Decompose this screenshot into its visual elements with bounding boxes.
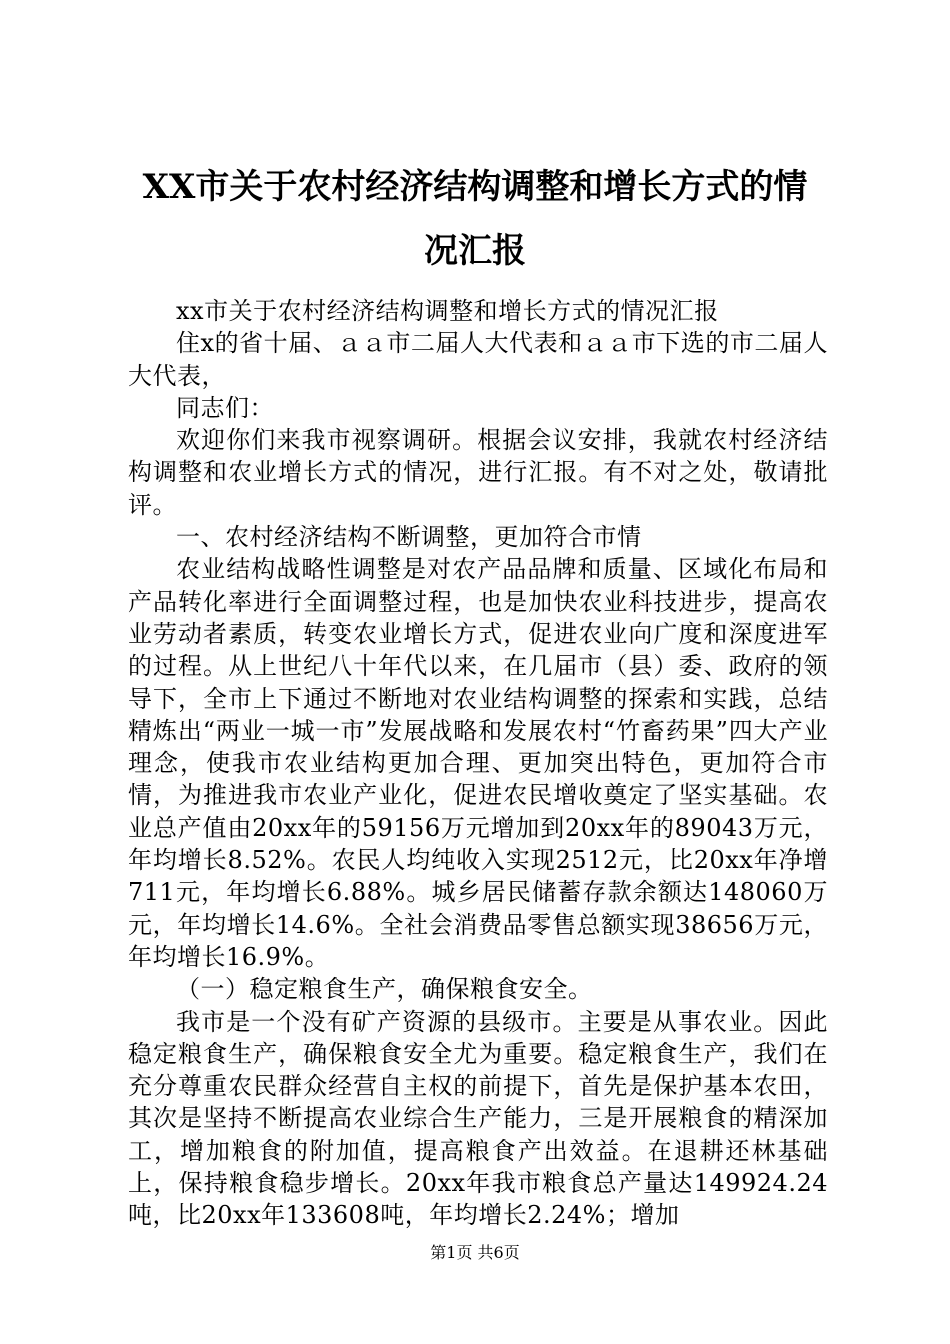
paragraph-addressee: 住x的省十届、ａａ市二届人大代表和ａａ市下选的市二届人大代表， (128, 329, 828, 390)
section-heading-1: 一、农村经济结构不断调整，更加符合市情 (176, 523, 642, 552)
subsection-heading-1: （一）稳定粮食生产，确保粮食安全。 (176, 975, 593, 1004)
paragraph-structure-adjustment: 农业结构战略性调整是对农产品品牌和质量、区域化布局和产品转化率进行全面调整过程，也是加快农业科技进步，提高农业劳动者素质，转变农业增长方式，促进农业向广度和深度进军的过程。从上世纪八十年代以来，在几届市（县）委、政府的领导下，全市上下通过不断地对农业结构调整的探索和实践，总结精炼出“两业一城一市”发展战略和发展农村“竹畜药果”四大产业理念，使我市农业结构更加合理、更加突出特色，更加符合市情，为推进我市农业产业化，促进农民增收奠定了坚实基础。农业总产值由20xx年的59156万元增加到20xx年的89043万元，年均增长8.52%。农民人均纯收入实现2512元，比20xx年净增711元，年均增长6.88%。城乡居民储蓄存款余额达148060万元，年均增长14.6%。全社会消费品零售总额实现38656万元，年均增长16.9%。 (128, 555, 828, 971)
paragraph-salutation: 同志们： (176, 393, 274, 422)
document-body (128, 295, 828, 1232)
document-title: XX市关于农村经济结构调整和增长方式的情况汇报 (142, 167, 808, 271)
paragraph-welcome: 欢迎你们来我市视察调研。根据会议安排，我就农村经济结构调整和农业增长方式的情况，进行汇报。有不对之处，敬请批评。 (128, 426, 828, 519)
paragraph-heading-repeat: xx市关于农村经济结构调整和增长方式的情况汇报 (176, 297, 719, 325)
paragraph-grain-production: 我市是一个没有矿产资源的县级市。主要是从事农业。因此稳定粮食生产，确保粮食安全尤为重要。稳定粮食生产，我们在充分尊重农民群众经营自主权的前提下，首先是保护基本农田，其次是坚持不断提高农业综合生产能力，三是开展粮食的精深加工，增加粮食的附加值，提高粮食产出效益。在退耕还林基础上，保持粮食稳步增长。20xx年我市粮食总产量达149924.24吨，比20xx年133608吨，年均增长2.24%；增加 (128, 1007, 828, 1230)
page-number-footer: 第1页 共6页 (430, 1243, 520, 1262)
